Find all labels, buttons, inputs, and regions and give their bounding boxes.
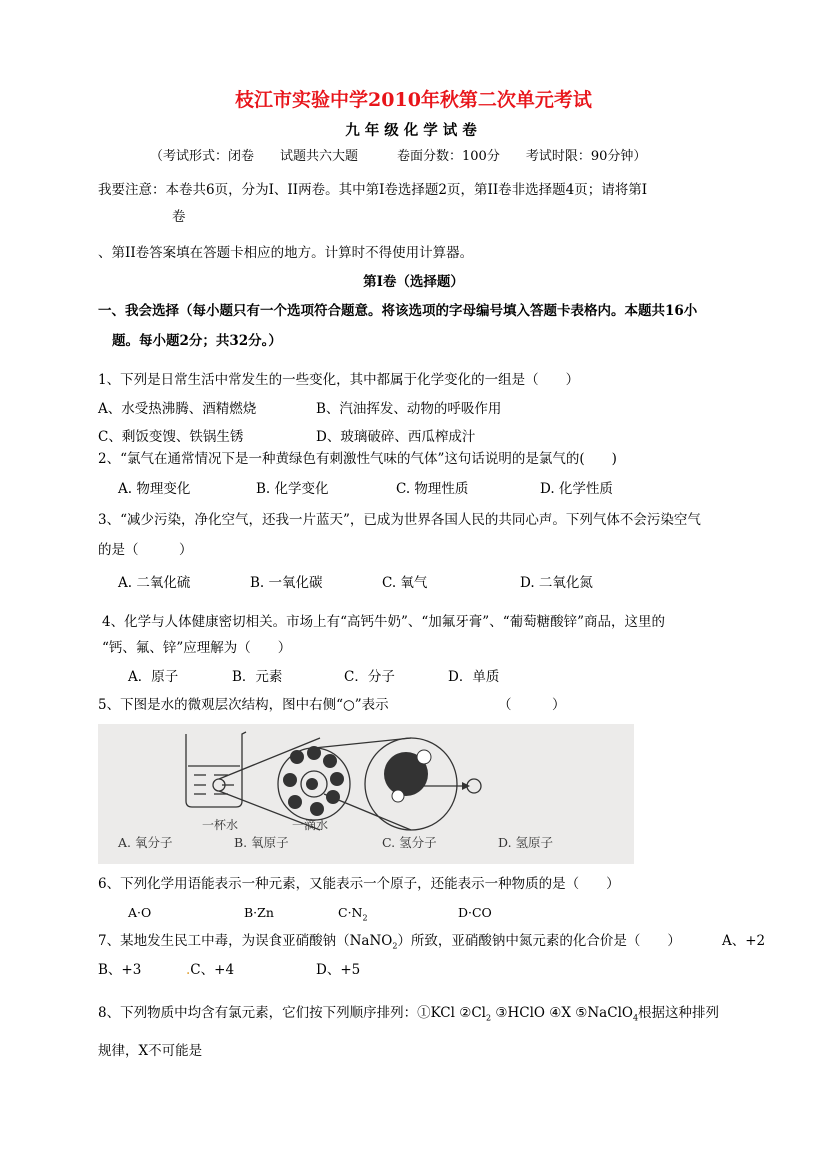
- option-d: D、玻璃破碎、西瓜榨成汁: [316, 429, 476, 445]
- option-d: D·CO: [458, 905, 492, 920]
- figure-label: 一杯水: [202, 818, 239, 832]
- notice-line: 卷: [172, 209, 186, 225]
- option-a: A. 物理变化: [118, 481, 191, 497]
- question-stem: 2、“氯气在通常情况下是一种黄绿色有刺激性气味的气体”这句话说明的是氯气的( ): [98, 451, 617, 467]
- page-title: 枝江市实验中学2010年秋第二次单元考试: [235, 89, 592, 111]
- answer-bracket: （ ）: [498, 697, 566, 713]
- option-a: A．原子: [128, 669, 179, 685]
- option-a: A·O: [128, 905, 152, 920]
- figure-label: 一滴水: [292, 818, 329, 832]
- option-c: C. 物理性质: [396, 481, 469, 497]
- option-a: A. 氧分子: [118, 835, 173, 850]
- question-stem: 的是（ ）: [98, 542, 193, 558]
- option-b: B. 一氧化碳: [250, 575, 323, 591]
- question-stem: 1、下列是日常生活中常发生的一些变化，其中都属于化学变化的一组是（ ）: [98, 372, 580, 388]
- option-b: B. 氧原子: [234, 835, 289, 850]
- option-a: A、+2: [722, 933, 766, 949]
- option-b: B、+3: [98, 962, 142, 978]
- question-stem: 4、化学与人体健康密切相关。市场上有“高钙牛奶”、“加氟牙膏”、“葡萄糖酸锌”商品，这里的: [102, 614, 665, 630]
- question-stem: 8、下列物质中均含有氯元素，它们按下列顺序排列：①KCl $②Cl_2$ ③HClO ④X ⑤NaClO$_4$根据这种排列: [98, 1005, 720, 1023]
- page-subtitle: 九年级化学试卷: [345, 122, 482, 139]
- section-title: 第I卷（选择题）: [363, 274, 464, 290]
- option-b: B．元素: [232, 669, 283, 685]
- option-b: B. 化学变化: [256, 481, 329, 497]
- option-b: B、汽油挥发、动物的呼吸作用: [316, 401, 502, 417]
- question-stem: 6、下列化学用语能表示一种元素，又能表示一个原子，还能表示一种物质的是（ ）: [98, 876, 620, 892]
- option-c: C. 氧气: [382, 575, 428, 591]
- option-c: C. 氢分子: [382, 835, 437, 850]
- option-d: D、+5: [316, 962, 361, 978]
- water-structure-figure: [98, 724, 634, 864]
- water-diagram: [98, 724, 634, 864]
- question-stem: “钙、氟、锌”应理解为（ ）: [102, 640, 292, 656]
- option-a: A、水受热沸腾、酒精燃烧: [98, 401, 257, 417]
- question-stem: 7、某地发生民工中毒，为误食亚硝酸钠（NaNO$_2$）所致，亚硝酸钠中氮元素的化合价是（ ）: [98, 933, 681, 951]
- option-d: D. 化学性质: [540, 481, 613, 497]
- option-c: C、剩饭变馊、铁锅生锈: [98, 429, 244, 445]
- notice-line: 、第II卷答案填在答题卡相应的地方。计算时不得使用计算器。: [98, 245, 474, 261]
- option-c: $C\cdot N_2$: [338, 905, 368, 923]
- option-c: .C、+4: [186, 962, 235, 978]
- option-d: D. 氢原子: [498, 835, 554, 850]
- option-b: B·Zn: [244, 905, 274, 920]
- exam-info: （考试形式：闭卷 试题共六大题 卷面分数：100分 考试时限：90分钟）: [150, 149, 647, 164]
- section-instruction: 一、我会选择（每小题只有一个选项符合题意。将该选项的字母编号填入答题卡表格内。本题共16小: [98, 303, 698, 319]
- question-stem: 3、“减少污染，净化空气，还我一片蓝天”，已成为世界各国人民的共同心声。下列气体不会污染空气: [98, 512, 701, 528]
- notice-line: 我要注意：本卷共6页，分为I、II两卷。其中第I卷选择题2页，第II卷非选择题4页；请将第I: [98, 182, 648, 198]
- option-d: D. 二氧化氮: [520, 575, 593, 591]
- option-a: A. 二氧化硫: [118, 575, 191, 591]
- option-c: C．分子: [344, 669, 395, 685]
- option-d: D．单质: [448, 669, 500, 685]
- question-stem: 规律，X不可能是: [98, 1043, 203, 1059]
- section-instruction: 题。每小题2分；共32分。）: [112, 333, 282, 349]
- question-stem: 5、下图是水的微观层次结构，图中右侧“○”表示: [98, 697, 389, 713]
- beaker-icon: [186, 732, 246, 807]
